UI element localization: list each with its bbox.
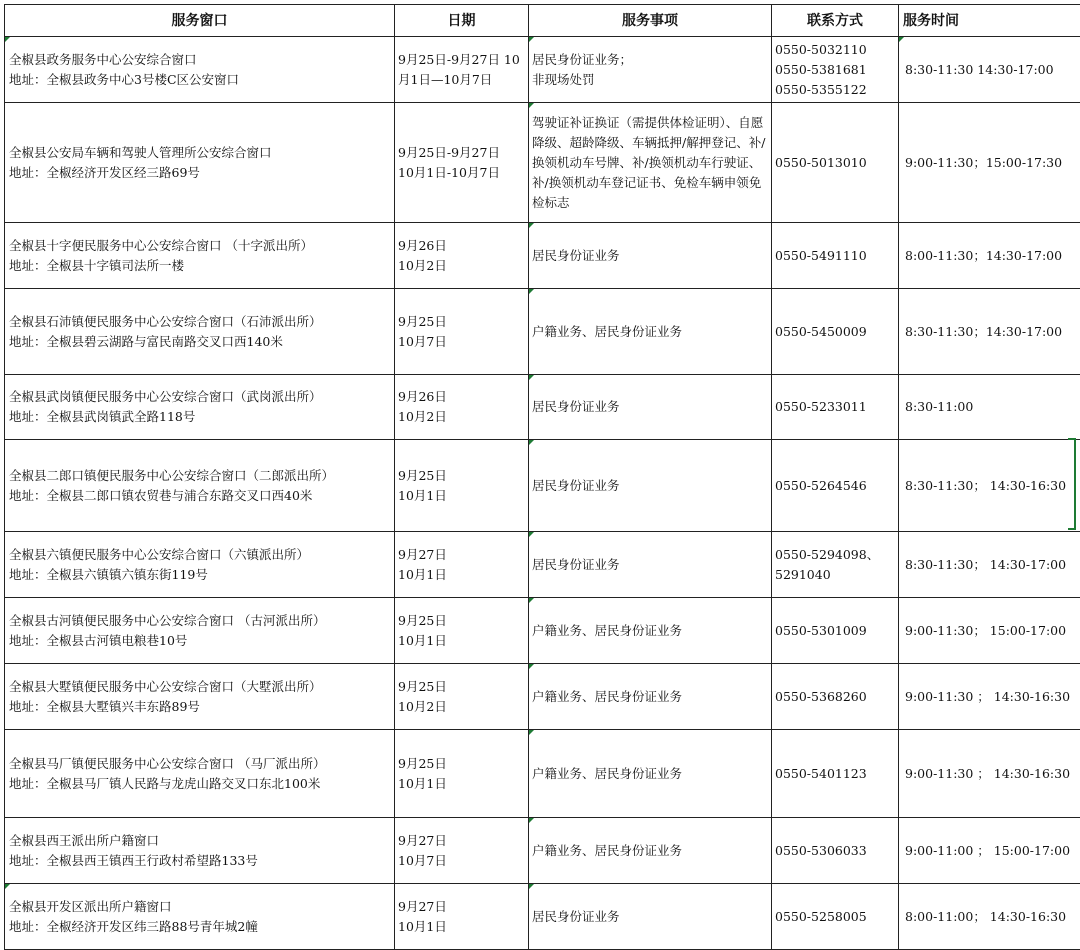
header-service-items: 服务事项 xyxy=(529,5,772,37)
cell-line: 户籍业务、居民身份证业务 xyxy=(532,621,768,641)
cell-line: 9月25日-9月27日 xyxy=(398,143,525,163)
cell-line: 9月25日 xyxy=(398,754,525,774)
cell-line: 9月25日 xyxy=(398,611,525,631)
cell-line: 9月25日 xyxy=(398,677,525,697)
cell-line: 0550-5306033 xyxy=(775,841,895,861)
selection-edge-marker xyxy=(1074,438,1076,530)
cell-line: 全椒县大墅镇便民服务中心公安综合窗口（大墅派出所） xyxy=(9,677,391,697)
cell-line: 9月25日 xyxy=(398,312,525,332)
cell-line: 全椒县马厂镇便民服务中心公安综合窗口 （马厂派出所） xyxy=(9,754,391,774)
cell-comment-marker xyxy=(529,37,534,42)
contact-cell xyxy=(772,818,899,884)
cell-line: 全椒县十字便民服务中心公安综合窗口 （十字派出所） xyxy=(9,236,391,256)
service-time-cell xyxy=(899,730,1080,818)
cell-line: 地址：全椒县西王镇西王行政村希望路133号 xyxy=(9,851,391,871)
cell-comment-marker xyxy=(5,884,10,889)
cell-line: 全椒县武岗镇便民服务中心公安综合窗口（武岗派出所） xyxy=(9,387,391,407)
cell-line: 10月2日 xyxy=(398,407,525,427)
table-row xyxy=(5,289,1080,375)
table-row xyxy=(5,884,1080,950)
cell-line: 0550-5491110 xyxy=(775,246,895,266)
cell-line: 0550-5301009 xyxy=(775,621,895,641)
cell-line: 8:30-11:30； 14:30-16:30 xyxy=(905,476,1077,496)
cell-comment-marker xyxy=(529,730,534,735)
cell-line: 地址：全椒县大墅镇兴丰东路89号 xyxy=(9,697,391,717)
cell-line: 居民身份证业务 xyxy=(532,397,768,417)
cell-comment-marker xyxy=(529,103,534,108)
cell-line: 0550-5032110 xyxy=(775,40,895,60)
table-row xyxy=(5,730,1080,818)
date-cell xyxy=(395,884,529,950)
cell-line: 0550-5013010 xyxy=(775,153,895,173)
service-window-cell xyxy=(5,598,395,664)
service-time-cell xyxy=(899,440,1080,532)
cell-line: 9月25日 xyxy=(398,466,525,486)
date-cell xyxy=(395,440,529,532)
cell-line: 0550-5233011 xyxy=(775,397,895,417)
selection-edge-tick-top xyxy=(1068,438,1076,440)
cell-line: 地址：全椒县政务中心3号楼C区公安窗口 xyxy=(9,70,391,90)
service-time-cell xyxy=(899,37,1080,103)
cell-comment-marker xyxy=(529,818,534,823)
table-row xyxy=(5,103,1080,223)
cell-line: 10月7日 xyxy=(398,332,525,352)
cell-line: 居民身份证业务 xyxy=(532,555,768,575)
contact-cell xyxy=(772,664,899,730)
cell-line: 驾驶证补证换证（需提供体检证明）、自愿降级、超龄降级、车辆抵押/解押登记、补/换领机动车号牌、补/换领机动车行驶证、补/换领机动车登记证书、免检车辆申领免检标志 xyxy=(532,113,768,213)
cell-line: 10月1日 xyxy=(398,486,525,506)
table-row xyxy=(5,818,1080,884)
cell-line: 9月27日 xyxy=(398,831,525,851)
cell-line: 全椒县政务服务中心公安综合窗口 xyxy=(9,50,391,70)
date-cell xyxy=(395,223,529,289)
contact-cell xyxy=(772,532,899,598)
cell-line: 地址：全椒经济开发区经三路69号 xyxy=(9,163,391,183)
cell-line: 8:00-11:00； 14:30-16:30 xyxy=(905,907,1077,927)
date-cell xyxy=(395,730,529,818)
cell-line: 9:00-11:30；15:00-17:30 xyxy=(905,153,1077,173)
service-items-cell xyxy=(529,37,772,103)
contact-cell xyxy=(772,375,899,440)
service-items-cell xyxy=(529,532,772,598)
service-window-cell xyxy=(5,103,395,223)
cell-line: 9月26日 xyxy=(398,387,525,407)
service-window-cell xyxy=(5,818,395,884)
cell-line: 全椒县古河镇便民服务中心公安综合窗口 （古河派出所） xyxy=(9,611,391,631)
contact-cell xyxy=(772,884,899,950)
cell-line: 10月2日 xyxy=(398,697,525,717)
cell-comment-marker xyxy=(529,664,534,669)
date-cell xyxy=(395,818,529,884)
cell-line: 居民身份证业务； xyxy=(532,50,768,70)
table-row xyxy=(5,532,1080,598)
cell-line: 0550-5381681 xyxy=(775,60,895,80)
service-window-cell xyxy=(5,884,395,950)
cell-comment-marker xyxy=(529,884,534,889)
service-window-cell xyxy=(5,440,395,532)
cell-line: 8:30-11:30；14:30-17:00 xyxy=(905,322,1077,342)
service-window-cell xyxy=(5,730,395,818)
header-service-time: 服务时间 xyxy=(899,5,1080,37)
cell-line: 10月1日-10月7日 xyxy=(398,163,525,183)
selection-edge-tick-bottom xyxy=(1068,528,1076,530)
cell-line: 居民身份证业务 xyxy=(532,246,768,266)
service-items-cell xyxy=(529,884,772,950)
cell-line: 地址：全椒县六镇镇六镇东街119号 xyxy=(9,565,391,585)
date-cell xyxy=(395,598,529,664)
contact-cell xyxy=(772,103,899,223)
header-service-window: 服务窗口 xyxy=(5,5,395,37)
date-cell xyxy=(395,664,529,730)
date-cell xyxy=(395,103,529,223)
cell-line: 10月1日 xyxy=(398,774,525,794)
cell-line: 非现场处罚 xyxy=(532,70,768,90)
cell-line: 地址：全椒县十字镇司法所一楼 xyxy=(9,256,391,276)
contact-cell xyxy=(772,289,899,375)
service-items-cell xyxy=(529,440,772,532)
cell-comment-marker xyxy=(899,37,904,42)
cell-comment-marker xyxy=(529,289,534,294)
service-time-cell xyxy=(899,818,1080,884)
service-time-cell xyxy=(899,598,1080,664)
service-items-cell xyxy=(529,818,772,884)
cell-line: 10月1日 xyxy=(398,565,525,585)
cell-line: 8:00-11:30；14:30-17:00 xyxy=(905,246,1077,266)
cell-line: 10月1日 xyxy=(398,917,525,937)
cell-line: 全椒县二郎口镇便民服务中心公安综合窗口（二郎派出所） xyxy=(9,466,391,486)
header-row xyxy=(5,5,1080,37)
service-window-cell xyxy=(5,664,395,730)
cell-line: 9:00-11:30 ； 14:30-16:30 xyxy=(905,687,1077,707)
cell-line: 5291040 xyxy=(775,565,895,585)
cell-line: 全椒县六镇便民服务中心公安综合窗口（六镇派出所） xyxy=(9,545,391,565)
cell-line: 居民身份证业务 xyxy=(532,907,768,927)
cell-line: 8:30-11:00 xyxy=(905,397,1077,417)
cell-line: 全椒县开发区派出所户籍窗口 xyxy=(9,897,391,917)
service-time-cell xyxy=(899,223,1080,289)
service-window-cell xyxy=(5,532,395,598)
service-time-cell xyxy=(899,289,1080,375)
date-cell xyxy=(395,375,529,440)
table-row xyxy=(5,598,1080,664)
table-row xyxy=(5,375,1080,440)
cell-comment-marker xyxy=(529,440,534,445)
table-row xyxy=(5,223,1080,289)
header-contact: 联系方式 xyxy=(772,5,899,37)
table-row xyxy=(5,664,1080,730)
cell-comment-marker xyxy=(529,375,534,380)
cell-line: 10月1日 xyxy=(398,631,525,651)
cell-line: 地址：全椒县马厂镇人民路与龙虎山路交叉口东北100米 xyxy=(9,774,391,794)
cell-line: 8:30-11:30 14:30-17:00 xyxy=(905,60,1077,80)
cell-comment-marker xyxy=(529,532,534,537)
service-schedule-table xyxy=(4,4,1080,950)
cell-line: 9:00-11:30 ； 14:30-16:30 xyxy=(905,764,1077,784)
service-window-cell xyxy=(5,223,395,289)
cell-line: 9:00-11:00 ； 15:00-17:00 xyxy=(905,841,1077,861)
cell-line: 0550-5258005 xyxy=(775,907,895,927)
service-time-cell xyxy=(899,103,1080,223)
cell-line: 8:30-11:30； 14:30-17:00 xyxy=(905,555,1077,575)
cell-line: 0550-5264546 xyxy=(775,476,895,496)
service-items-cell xyxy=(529,103,772,223)
cell-comment-marker xyxy=(5,37,10,42)
cell-line: 地址：全椒县二郎口镇农贸巷与浦合东路交叉口西40米 xyxy=(9,486,391,506)
table-row xyxy=(5,37,1080,103)
service-time-cell xyxy=(899,532,1080,598)
contact-cell xyxy=(772,223,899,289)
cell-line: 全椒县石沛镇便民服务中心公安综合窗口（石沛派出所） xyxy=(9,312,391,332)
service-time-cell xyxy=(899,884,1080,950)
cell-line: 10月7日 xyxy=(398,851,525,871)
service-items-cell xyxy=(529,598,772,664)
date-cell xyxy=(395,532,529,598)
service-items-cell xyxy=(529,664,772,730)
service-window-cell xyxy=(5,289,395,375)
cell-line: 9月26日 xyxy=(398,236,525,256)
cell-line: 地址：全椒县碧云湖路与富民南路交叉口西140米 xyxy=(9,332,391,352)
cell-line: 0550-5294098、 xyxy=(775,545,895,565)
cell-line: 全椒县西王派出所户籍窗口 xyxy=(9,831,391,851)
cell-line: 9月27日 xyxy=(398,897,525,917)
cell-line: 10月2日 xyxy=(398,256,525,276)
service-items-cell xyxy=(529,730,772,818)
service-window-cell xyxy=(5,375,395,440)
contact-cell xyxy=(772,37,899,103)
contact-cell xyxy=(772,440,899,532)
contact-cell xyxy=(772,598,899,664)
cell-line: 户籍业务、居民身份证业务 xyxy=(532,841,768,861)
service-time-cell xyxy=(899,375,1080,440)
cell-comment-marker xyxy=(529,223,534,228)
cell-line: 地址：全椒县武岗镇武全路118号 xyxy=(9,407,391,427)
cell-line: 户籍业务、居民身份证业务 xyxy=(532,322,768,342)
service-items-cell xyxy=(529,289,772,375)
contact-cell xyxy=(772,730,899,818)
cell-line: 0550-5450009 xyxy=(775,322,895,342)
cell-line: 9月25日-9月27日 10月1日—10月7日 xyxy=(398,50,525,90)
cell-line: 地址：全椒县古河镇电粮巷10号 xyxy=(9,631,391,651)
cell-line: 户籍业务、居民身份证业务 xyxy=(532,687,768,707)
table-row xyxy=(5,440,1080,532)
header-date: 日期 xyxy=(395,5,529,37)
cell-line: 全椒县公安局车辆和驾驶人管理所公安综合窗口 xyxy=(9,143,391,163)
cell-line: 9:00-11:30； 15:00-17:00 xyxy=(905,621,1077,641)
date-cell xyxy=(395,37,529,103)
service-time-cell xyxy=(899,664,1080,730)
cell-line: 户籍业务、居民身份证业务 xyxy=(532,764,768,784)
service-items-cell xyxy=(529,223,772,289)
cell-line: 0550-5401123 xyxy=(775,764,895,784)
service-items-cell xyxy=(529,375,772,440)
date-cell xyxy=(395,289,529,375)
cell-line: 居民身份证业务 xyxy=(532,476,768,496)
cell-line: 0550-5368260 xyxy=(775,687,895,707)
cell-line: 9月27日 xyxy=(398,545,525,565)
cell-line: 地址：全椒经济开发区纬三路88号青年城2幢 xyxy=(9,917,391,937)
cell-line: 0550-5355122 xyxy=(775,80,895,100)
service-window-cell xyxy=(5,37,395,103)
cell-comment-marker xyxy=(529,598,534,603)
